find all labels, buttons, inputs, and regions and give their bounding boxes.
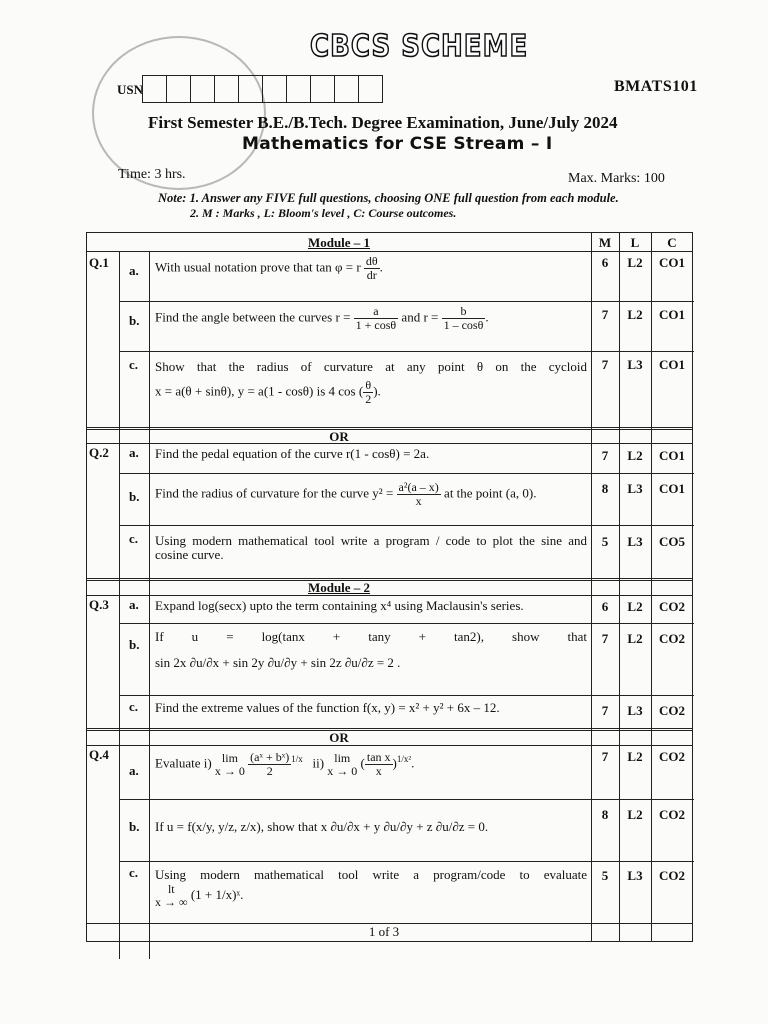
blooms-level: L3 (627, 868, 643, 883)
marks: 7 (601, 631, 609, 646)
col-c-header: C (667, 235, 677, 250)
marks: 5 (601, 868, 609, 883)
usn-box (215, 75, 239, 103)
course-outcome: CO2 (659, 703, 685, 718)
course-outcome: CO2 (659, 631, 685, 646)
marks: 7 (601, 307, 609, 322)
usn-box (359, 75, 383, 103)
q4b-text: If u = f(x/y, y/z, z/x), show that x ∂u/∂x + y ∂u/∂y + z ∂u/∂z = 0. (155, 819, 489, 834)
course-outcome: CO2 (659, 749, 685, 764)
blooms-level: L2 (627, 807, 643, 822)
blooms-level: L2 (627, 749, 643, 764)
col-divider (619, 233, 620, 941)
module-2-heading: Module – 2 (307, 580, 371, 595)
exam-title: First Semester B.E./B.Tech. Degree Examination, June/July 2024 (148, 113, 618, 132)
course-outcome: CO5 (659, 534, 685, 549)
scheme-banner: CBCS SCHEME (310, 29, 529, 65)
q1c-line1: Show that the radius of curvature at any point θ on the cycloid (155, 359, 587, 374)
note-line-1: Note: 1. Answer any FIVE full questions, choosing ONE full question from each module. (158, 191, 619, 205)
blooms-level: L2 (627, 631, 643, 646)
question-label: Q.4 (89, 747, 109, 762)
blooms-level: L3 (627, 703, 643, 718)
q2c-line2: cosine curve. (155, 547, 224, 562)
q4a-text: Evaluate i) lim x → 0 $\frac{\text{(aˣ + bˣ)}}{2}$ $^{1/x}$ ii) lim x → 0 ( $\frac{\text{tan x}}{x}$ )$^{1/x^2}$. (155, 750, 415, 778)
question-label: Q.3 (89, 597, 109, 612)
course-outcome: CO2 (659, 599, 685, 614)
marks: 5 (601, 534, 609, 549)
marks: 7 (601, 703, 609, 718)
module-1-heading: Module – 1 (307, 235, 371, 250)
blooms-level: L2 (627, 599, 643, 614)
blooms-level: L3 (627, 481, 643, 496)
marks: 7 (601, 749, 609, 764)
q3c-text: Find the extreme values of the function f(x, y) = x² + y² + 6x – 12. (155, 700, 500, 715)
subject-title: Mathematics for CSE Stream – I (242, 134, 553, 154)
note-line-2: 2. M : Marks , L: Bloom's level , C: Course outcomes. (190, 206, 457, 220)
q1b-text: Find the angle between the curves r = $\frac{a}{1 + \cos\theta}$ and r = $\frac{b}{1 - \cos\theta}$ . (155, 304, 489, 332)
usn-box (335, 75, 359, 103)
q4c-line2: lt x → ∞ (1 + 1/x)ˣ. (155, 882, 244, 909)
part-label: a. (129, 597, 139, 612)
part-label: a. (129, 263, 139, 278)
marks: 6 (601, 255, 609, 270)
part-label: c. (129, 531, 139, 546)
part-label: c. (129, 865, 139, 880)
course-outcome: CO2 (659, 807, 685, 822)
usn-box (287, 75, 311, 103)
marks: 7 (601, 448, 609, 463)
blooms-level: L3 (627, 534, 643, 549)
course-outcome: CO1 (659, 307, 685, 322)
usn-box (142, 75, 167, 103)
col-divider (591, 233, 592, 941)
col-m-header: M (598, 235, 612, 250)
question-table (86, 232, 693, 942)
question-label: Q.1 (89, 255, 109, 270)
marks: 7 (601, 357, 609, 372)
usn-box (191, 75, 215, 103)
marks: 8 (601, 807, 609, 822)
col-divider (651, 233, 652, 941)
usn-box (239, 75, 263, 103)
blooms-level: L2 (627, 448, 643, 463)
or-separator: OR (329, 730, 349, 745)
course-outcome: CO1 (659, 255, 685, 270)
subject-code: BMATS101 (614, 78, 698, 95)
usn-label: USN (117, 82, 144, 97)
usn-box (311, 75, 335, 103)
q2a-text: Find the pedal equation of the curve r(1 - cosθ) = 2a. (155, 446, 430, 461)
page-number: 1 of 3 (368, 924, 400, 939)
marks: 6 (601, 599, 609, 614)
col-divider (119, 251, 120, 959)
or-separator: OR (329, 429, 349, 444)
marks: 8 (601, 481, 609, 496)
col-divider (149, 251, 150, 959)
q4c-line1: Using modern mathematical tool write a program/code to evaluate (155, 867, 587, 882)
q1c-line2: x = a(θ + sinθ), y = a(1 - cosθ) is 4 cos ( $\frac{\theta}{2}$ ). (155, 378, 381, 406)
part-label: b. (129, 819, 140, 834)
usn-box (263, 75, 287, 103)
question-label: Q.2 (89, 445, 109, 460)
blooms-level: L2 (627, 307, 643, 322)
part-label: a. (129, 763, 139, 778)
q2b-text: Find the radius of curvature for the curve y² = $\frac{\text{a²(a – x)}}{x}$ at the point (a, 0). (155, 480, 537, 508)
blooms-level: L3 (627, 357, 643, 372)
part-label: a. (129, 445, 139, 460)
blooms-level: L2 (627, 255, 643, 270)
usn-boxes (142, 75, 383, 103)
course-outcome: CO1 (659, 481, 685, 496)
part-label: b. (129, 489, 140, 504)
part-label: c. (129, 699, 139, 714)
part-label: c. (129, 357, 139, 372)
q3b-line2: sin 2x ∂u/∂x + sin 2y ∂u/∂y + sin 2z ∂u/∂z = 2 . (155, 655, 401, 670)
q3b-line1: If u = log(tanx + tany + tan2), show that (155, 629, 587, 644)
course-outcome: CO1 (659, 448, 685, 463)
q2c-line1: Using modern mathematical tool write a program / code to plot the sine and (155, 533, 587, 548)
part-label: b. (129, 637, 140, 652)
q1a-text: With usual notation prove that tan φ = r $\frac{d\theta}{dr}$ . (155, 254, 383, 282)
col-l-header: L (630, 235, 640, 250)
max-marks: Max. Marks: 100 (568, 171, 665, 186)
usn-box (167, 75, 191, 103)
course-outcome: CO2 (659, 868, 685, 883)
q3a-text: Expand log(secx) upto the term containing x⁴ using Maclausin's series. (155, 598, 524, 613)
course-outcome: CO1 (659, 357, 685, 372)
time-duration: Time: 3 hrs. (118, 167, 186, 182)
part-label: b. (129, 313, 140, 328)
